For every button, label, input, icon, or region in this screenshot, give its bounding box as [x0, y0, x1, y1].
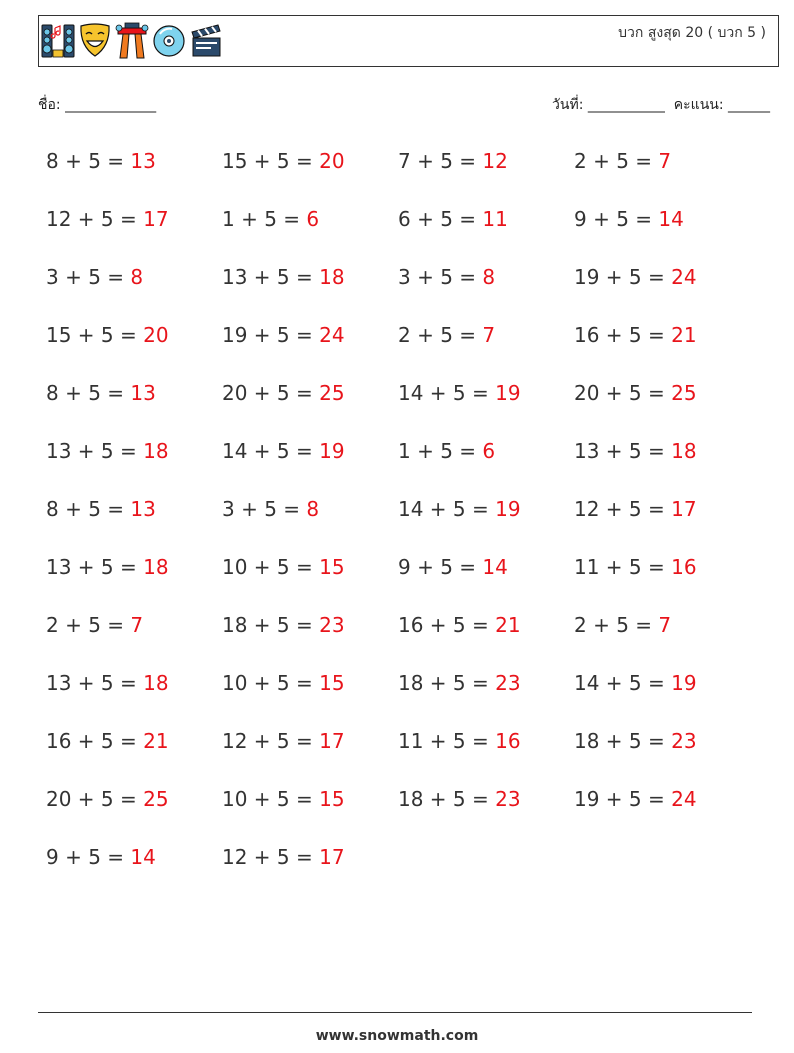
problem-answer: 24 — [671, 265, 697, 289]
problem-item — [398, 381, 574, 405]
problem-answer: 17 — [319, 729, 345, 753]
problem-question: 14 + 5 = — [574, 671, 672, 695]
problem-item — [222, 381, 398, 405]
problem-item — [398, 439, 574, 463]
problem-item — [574, 613, 750, 637]
problem-item — [398, 787, 574, 811]
problem-answer: 18 — [319, 265, 345, 289]
problem-answer: 24 — [319, 323, 345, 347]
problem-question: 13 + 5 = — [46, 555, 144, 579]
problem-answer: 25 — [671, 381, 697, 405]
problem-answer: 25 — [319, 381, 345, 405]
problem-answer: 14 — [482, 555, 508, 579]
name-field: ชื่อ: _____________ — [38, 97, 157, 113]
problem-question: 14 + 5 = — [222, 439, 320, 463]
problem-row — [46, 306, 766, 364]
problem-answer: 7 — [658, 613, 672, 637]
problem-question: 14 + 5 = — [398, 497, 496, 521]
problem-item — [46, 555, 222, 579]
problem-question: 16 + 5 = — [574, 323, 672, 347]
date-field: วันที่: ___________ — [552, 97, 665, 113]
problem-answer: 13 — [130, 381, 156, 405]
problem-item — [574, 381, 750, 405]
problem-question: 20 + 5 = — [46, 787, 144, 811]
problem-question: 16 + 5 = — [46, 729, 144, 753]
problem-item — [398, 613, 574, 637]
problem-item — [46, 845, 222, 869]
problem-answer: 7 — [482, 323, 496, 347]
problem-item — [222, 265, 398, 289]
problem-question: 13 + 5 = — [46, 439, 144, 463]
problem-question: 14 + 5 = — [398, 381, 496, 405]
problem-answer: 6 — [306, 207, 320, 231]
problem-answer: 8 — [130, 265, 144, 289]
problem-item — [46, 265, 222, 289]
problem-question: 12 + 5 = — [222, 729, 320, 753]
problem-question: 10 + 5 = — [222, 555, 320, 579]
problem-question: 11 + 5 = — [574, 555, 672, 579]
problem-question: 1 + 5 = — [222, 207, 307, 231]
problem-question: 3 + 5 = — [222, 497, 307, 521]
problem-item — [222, 439, 398, 463]
problem-answer: 18 — [143, 439, 169, 463]
problem-question: 19 + 5 = — [222, 323, 320, 347]
problem-answer: 20 — [319, 149, 345, 173]
problem-item — [574, 729, 750, 753]
problem-question: 13 + 5 = — [574, 439, 672, 463]
problem-item — [574, 497, 750, 521]
problem-answer: 23 — [671, 729, 697, 753]
problem-item — [46, 787, 222, 811]
problem-question: 8 + 5 = — [46, 149, 131, 173]
problem-item — [46, 207, 222, 231]
problem-question: 13 + 5 = — [222, 265, 320, 289]
problem-item — [46, 729, 222, 753]
problem-answer: 19 — [495, 381, 521, 405]
problem-answer: 15 — [319, 787, 345, 811]
problem-question: 8 + 5 = — [46, 381, 131, 405]
problem-question: 19 + 5 = — [574, 265, 672, 289]
problem-answer: 21 — [143, 729, 169, 753]
problem-answer: 17 — [143, 207, 169, 231]
problem-item — [398, 207, 574, 231]
problem-answer: 12 — [482, 149, 508, 173]
problem-row — [46, 248, 766, 306]
header-icons — [41, 20, 223, 60]
problem-question: 12 + 5 = — [222, 845, 320, 869]
clapperboard-icon — [189, 20, 223, 60]
problem-answer: 7 — [130, 613, 144, 637]
problem-answer: 19 — [671, 671, 697, 695]
problem-answer: 18 — [143, 671, 169, 695]
problem-item — [222, 845, 398, 869]
problem-answer: 15 — [319, 671, 345, 695]
problem-answer: 13 — [130, 497, 156, 521]
problem-question: 2 + 5 = — [46, 613, 131, 637]
problem-item — [222, 787, 398, 811]
problem-item — [222, 555, 398, 579]
problem-row — [46, 770, 766, 828]
problem-item — [574, 439, 750, 463]
problem-row — [46, 712, 766, 770]
problem-item — [574, 207, 750, 231]
problem-item — [574, 671, 750, 695]
problem-answer: 20 — [143, 323, 169, 347]
problem-question: 13 + 5 = — [46, 671, 144, 695]
problem-row — [46, 828, 766, 886]
problem-answer: 23 — [495, 671, 521, 695]
problem-question: 12 + 5 = — [574, 497, 672, 521]
problem-answer: 13 — [130, 149, 156, 173]
problem-row — [46, 422, 766, 480]
problem-answer: 8 — [306, 497, 320, 521]
problem-question: 15 + 5 = — [222, 149, 320, 173]
problem-answer: 8 — [482, 265, 496, 289]
problem-row — [46, 364, 766, 422]
problem-question: 2 + 5 = — [574, 613, 659, 637]
problem-item — [574, 323, 750, 347]
problem-answer: 21 — [671, 323, 697, 347]
problem-question: 10 + 5 = — [222, 787, 320, 811]
problem-question: 1 + 5 = — [398, 439, 483, 463]
worksheet-header — [38, 15, 779, 67]
problem-item — [398, 671, 574, 695]
problem-row — [46, 480, 766, 538]
problem-question: 16 + 5 = — [398, 613, 496, 637]
worksheet-title: บวก สูงสุด 20 ( บวก 5 ) — [618, 25, 766, 41]
problem-answer: 14 — [658, 207, 684, 231]
problem-answer: 19 — [319, 439, 345, 463]
problem-item — [222, 323, 398, 347]
problem-answer: 15 — [319, 555, 345, 579]
problem-question: 18 + 5 = — [574, 729, 672, 753]
problem-question: 7 + 5 = — [398, 149, 483, 173]
problem-item — [222, 497, 398, 521]
footer-divider — [38, 1012, 752, 1013]
goal-post-icon — [115, 20, 149, 60]
score-field: คะแนน: ______ — [673, 97, 770, 113]
problem-item — [46, 497, 222, 521]
problem-row — [46, 190, 766, 248]
problem-item — [46, 671, 222, 695]
problem-question: 9 + 5 = — [574, 207, 659, 231]
problem-question: 9 + 5 = — [398, 555, 483, 579]
problem-question: 18 + 5 = — [398, 787, 496, 811]
problem-answer: 11 — [482, 207, 508, 231]
speakers-music-icon — [41, 20, 75, 60]
problem-answer: 7 — [658, 149, 672, 173]
problem-item — [46, 613, 222, 637]
problem-row — [46, 132, 766, 190]
footer-url: www.snowmath.com — [315, 1028, 479, 1044]
problem-item — [398, 149, 574, 173]
problem-item — [222, 671, 398, 695]
problem-question: 19 + 5 = — [574, 787, 672, 811]
problem-answer: 17 — [671, 497, 697, 521]
problem-item — [398, 555, 574, 579]
problem-question: 18 + 5 = — [398, 671, 496, 695]
problem-item — [222, 729, 398, 753]
problem-answer: 16 — [671, 555, 697, 579]
problem-question: 2 + 5 = — [398, 323, 483, 347]
problem-question: 12 + 5 = — [46, 207, 144, 231]
problem-item — [574, 149, 750, 173]
problem-item — [398, 323, 574, 347]
problem-item — [46, 323, 222, 347]
problem-grid — [46, 132, 766, 886]
problem-item — [398, 497, 574, 521]
problem-question: 20 + 5 = — [574, 381, 672, 405]
problem-item — [398, 265, 574, 289]
date-score-fields — [552, 94, 770, 116]
problem-answer: 14 — [130, 845, 156, 869]
problem-row — [46, 654, 766, 712]
problem-question: 15 + 5 = — [46, 323, 144, 347]
problem-row — [46, 538, 766, 596]
problem-question: 6 + 5 = — [398, 207, 483, 231]
problem-question: 3 + 5 = — [398, 265, 483, 289]
problem-item — [222, 613, 398, 637]
problem-item — [574, 555, 750, 579]
problem-item — [222, 149, 398, 173]
problem-item — [222, 207, 398, 231]
problem-question: 3 + 5 = — [46, 265, 131, 289]
problem-question: 8 + 5 = — [46, 497, 131, 521]
problem-question: 18 + 5 = — [222, 613, 320, 637]
problem-answer: 17 — [319, 845, 345, 869]
problem-answer: 23 — [319, 613, 345, 637]
problem-answer: 25 — [143, 787, 169, 811]
problem-item — [46, 381, 222, 405]
problem-answer: 6 — [482, 439, 496, 463]
problem-question: 2 + 5 = — [574, 149, 659, 173]
problem-answer: 19 — [495, 497, 521, 521]
problem-item — [398, 729, 574, 753]
problem-answer: 24 — [671, 787, 697, 811]
problem-item — [46, 149, 222, 173]
problem-item — [574, 265, 750, 289]
problem-item — [574, 787, 750, 811]
problem-answer: 18 — [671, 439, 697, 463]
problem-answer: 21 — [495, 613, 521, 637]
problem-answer: 16 — [495, 729, 521, 753]
theater-mask-icon — [78, 20, 112, 60]
cd-disc-icon — [152, 20, 186, 60]
problem-answer: 18 — [143, 555, 169, 579]
problem-question: 10 + 5 = — [222, 671, 320, 695]
problem-question: 20 + 5 = — [222, 381, 320, 405]
problem-question: 9 + 5 = — [46, 845, 131, 869]
problem-question: 11 + 5 = — [398, 729, 496, 753]
problem-item — [46, 439, 222, 463]
problem-answer: 23 — [495, 787, 521, 811]
problem-row — [46, 596, 766, 654]
